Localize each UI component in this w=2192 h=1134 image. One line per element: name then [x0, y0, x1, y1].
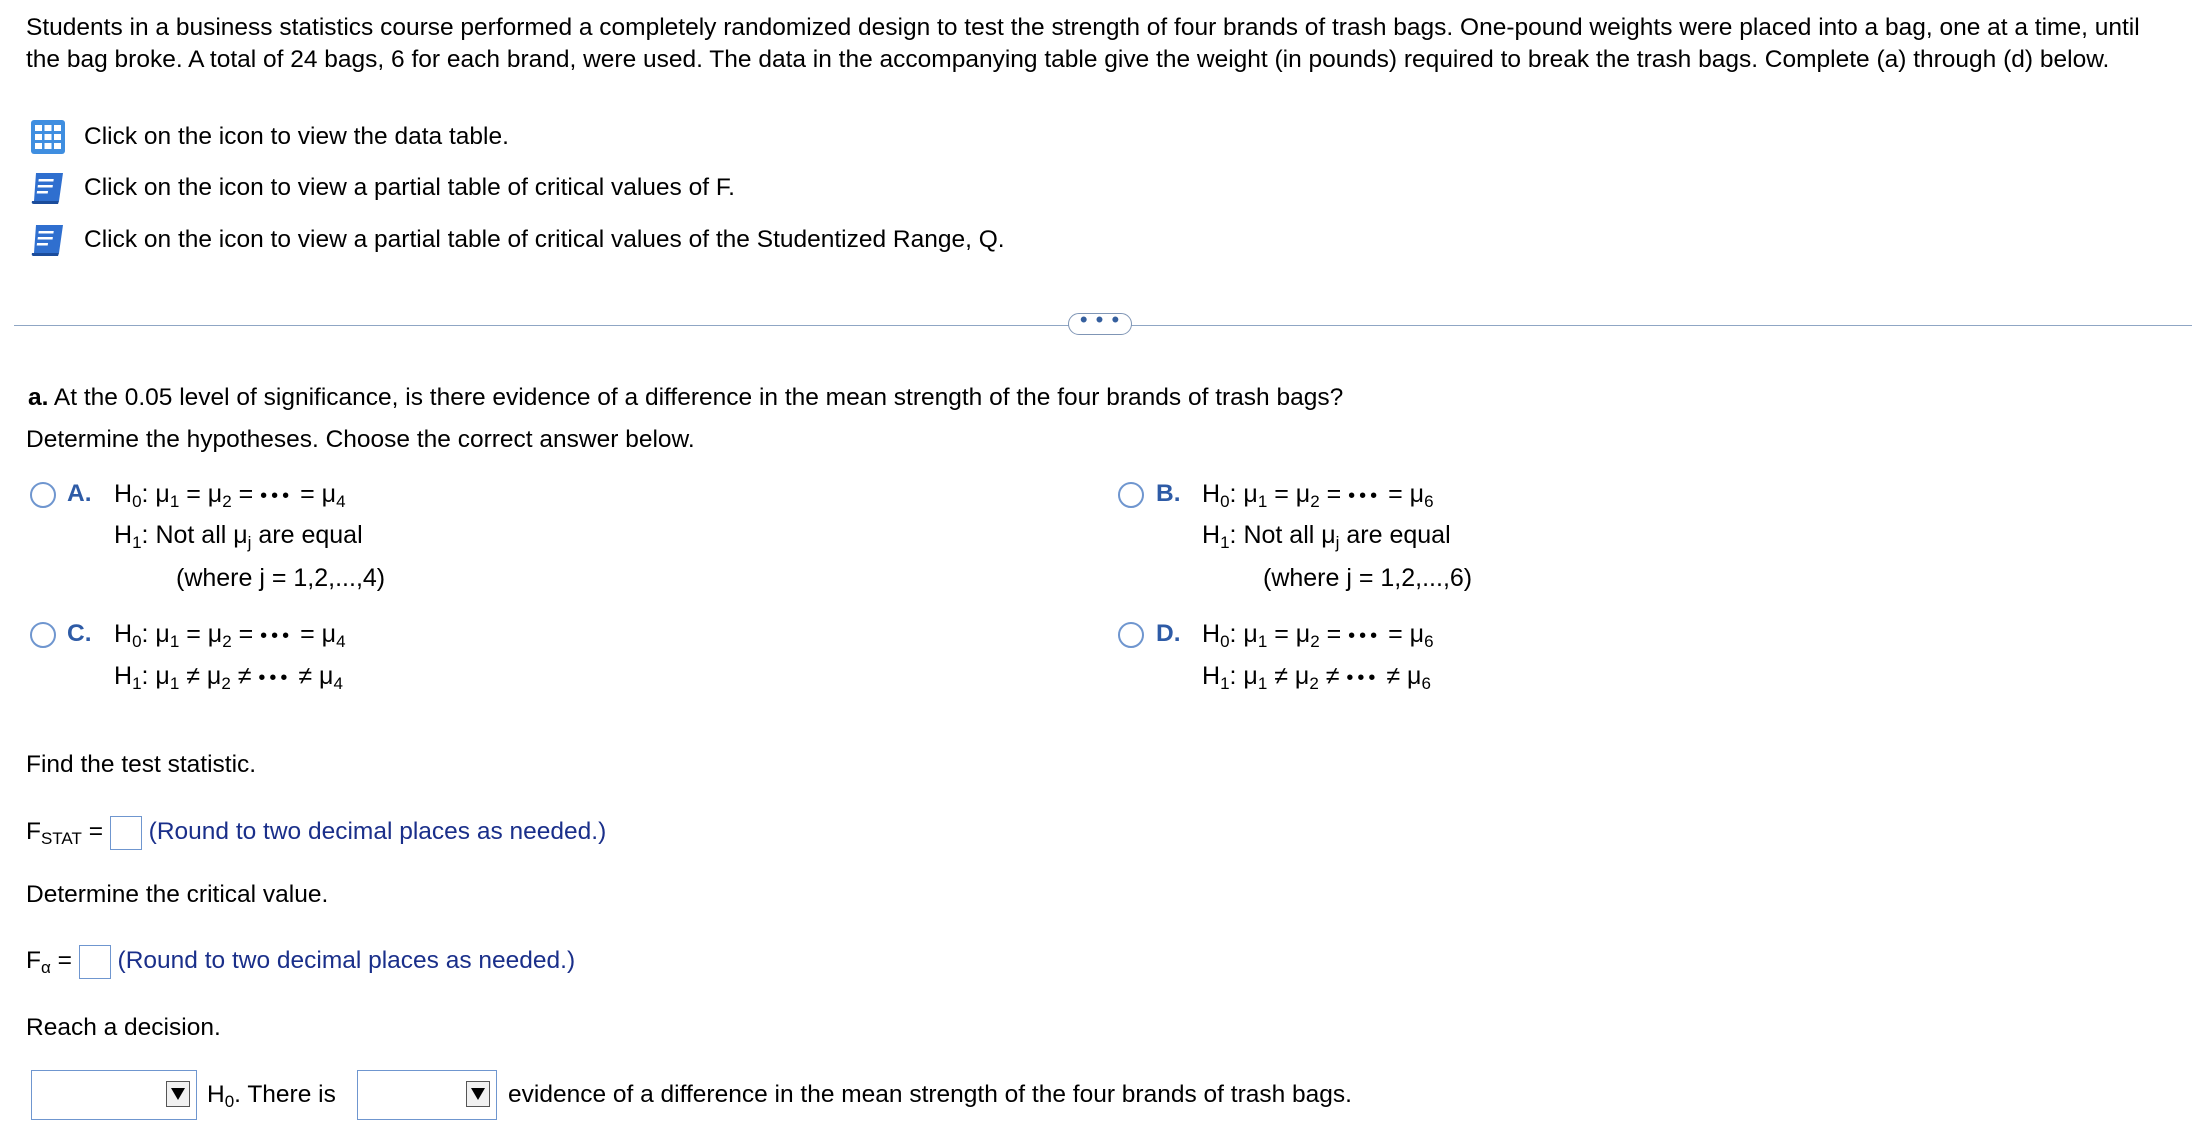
data-table-link[interactable]: [30, 117, 509, 157]
option-b-letter: B.: [1156, 480, 1181, 507]
fstat-round-note: (Round to two decimal places as needed.): [148, 818, 607, 845]
option-a-radio[interactable]: [30, 482, 56, 508]
fstat-label: $F_{STAT}$ =: [26, 818, 104, 848]
option-b-where: (where j = 1,2,...,6): [1263, 564, 1473, 592]
option-a-letter: A.: [67, 480, 92, 507]
evidence-select[interactable]: [357, 1070, 497, 1120]
falpha-input[interactable]: [79, 945, 111, 979]
option-d-h1: $H_1$: $\mu_1 \ne \mu_2$ ≠ ••• ≠ $\mu_6$: [1202, 662, 1431, 693]
part-a-question: [28, 383, 1343, 413]
option-c-letter: C.: [67, 620, 92, 647]
fstat-row: [26, 814, 606, 850]
problem-intro: Students in a business statistics course performed a completely randomized design to test the strength of four brands of trash bags. One-pound weights were placed into a bag, one at a time, until the bag broke. A total of 24 bags, 6 for each brand, were used. The data in the accompanying table give the weight (in pounds) required to break the trash bags. Complete (a) through (d) below.: [26, 14, 2140, 73]
option-a-where: (where j = 1,2,...,4): [176, 564, 386, 592]
data-table-link-text: Click on the icon to view the data table.: [84, 123, 509, 150]
q-table-link-text: Click on the icon to view a partial table of critical values of the Studentized Range, Q.: [84, 226, 1005, 253]
option-c-radio[interactable]: [30, 622, 56, 648]
falpha-row: [26, 943, 575, 979]
part-a-label: a.: [28, 384, 49, 411]
part-a-question-text: At the 0.05 level of significance, is there evidence of a difference in the mean strength of the four brands of trash bags?: [53, 384, 1344, 411]
falpha-round-note: (Round to two decimal places as needed.): [117, 947, 576, 974]
f-table-link[interactable]: [30, 168, 735, 208]
dropdown-arrow-icon[interactable]: [466, 1081, 490, 1107]
decision-h0-text: $H_0$. There is: [207, 1081, 336, 1111]
decision-tail-text: evidence of a difference in the mean strength of the four brands of trash bags.: [508, 1081, 1352, 1108]
option-b-h1: $H_1$: Not all $\mu_j$ are equal: [1202, 521, 1451, 552]
book-icon[interactable]: [30, 170, 66, 206]
option-d-radio[interactable]: [1118, 622, 1144, 648]
f-table-link-text: Click on the icon to view a partial table of critical values of F.: [84, 174, 735, 201]
book-icon[interactable]: [30, 222, 66, 258]
option-a-h1: $H_1$: Not all $\mu_j$ are equal: [114, 521, 363, 552]
find-test-statistic-prompt: Find the test statistic.: [26, 751, 257, 778]
falpha-label: $F_\alpha$ =: [26, 947, 72, 977]
option-b-radio[interactable]: [1118, 482, 1144, 508]
hypotheses-instruction: Determine the hypotheses. Choose the correct answer below.: [26, 426, 695, 453]
option-c-h0: $H_0$: $\mu_1 = \mu_2$ = ••• = $\mu_4$: [114, 620, 346, 651]
decision-select[interactable]: [31, 1070, 197, 1120]
option-d-h0: $H_0$: $\mu_1 = \mu_2$ = ••• = $\mu_6$: [1202, 620, 1434, 651]
option-c-h1: $H_1$: $\mu_1 \ne \mu_2$ ≠ ••• ≠ $\mu_4$: [114, 662, 343, 693]
option-a-h0: $H_0$: $\mu_1 = \mu_2$ = ••• = $\mu_4$: [114, 480, 346, 511]
decision-prompt: Reach a decision.: [26, 1014, 221, 1041]
more-button[interactable]: • • •: [1068, 313, 1132, 335]
dropdown-arrow-icon[interactable]: [166, 1081, 190, 1107]
data-table-icon[interactable]: [30, 119, 66, 155]
option-d-letter: D.: [1156, 620, 1181, 647]
q-table-link[interactable]: [30, 220, 1005, 260]
critical-value-prompt: Determine the critical value.: [26, 881, 329, 908]
fstat-input[interactable]: [110, 816, 142, 850]
option-b-h0: $H_0$: $\mu_1 = \mu_2$ = ••• = $\mu_6$: [1202, 480, 1434, 511]
